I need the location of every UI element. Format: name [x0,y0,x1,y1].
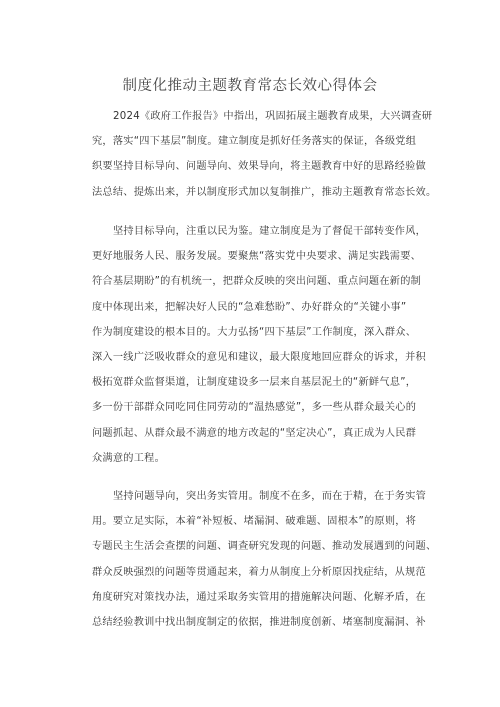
paragraph-line: 角度研究对策找办法，通过采取务实管用的措施解决问题、化解矛盾，在 [92,591,426,603]
paragraph-line: 群众反映强烈的问题等贯通起来，着力从制度上分析原因找症结，从规范 [92,566,426,578]
paragraph-2 [92,219,427,471]
paragraph-line: 符合基层期盼”的有机统一，把群众反映的突出问题、重点问题在新的制 [92,276,422,288]
paragraph-line: 多一份干部群众同吃同住同劳动的“温热感觉”，多一些从群众最关心的 [92,402,417,414]
paragraph-line: 深入一线广泛吸收群众的意见和建议，最大限度地回应群众的诉求，并积 [92,352,426,364]
paragraph-line: 2024《政府工作报告》中指出，巩固拓展主题教育成果，大兴调查研 [113,111,433,122]
paragraph-line: 专题民主生活会查摆的问题、调查研究发现的问题、推动发展遇到的问题、 [92,541,437,553]
paragraph-line: 坚持问题导向，突出务实管用。制度不在多，而在于精，在于务实管 [113,491,427,502]
paragraph-line: 法总结、提炼出来，并以制度形式加以复制推广，推动主题教育常态长效。 [92,186,437,198]
paragraph-line: 坚持目标导向，注重以民为鉴。建立制度是为了督促干部转变作风， [113,226,427,237]
paragraph-line: 极拓宽群众监督渠道，让制度建设多一层来自基层泥土的“新鲜气息”， [92,377,417,389]
paragraph-line: 究，落实“四下基层”制度。建立制度是抓好任务落实的保证，各级党组 [92,136,417,148]
paragraph-line: 作为制度建设的根本目的。大力弘扬“四下基层”工作制度，深入群众、 [92,326,417,338]
paragraph-line: 总结经验教训中找出制度制定的依据，推进制度创新、堵塞制度漏洞、补 [92,617,426,629]
paragraph-line: 更好地服务人民、服务发展。要聚焦“落实党中央要求、满足实践需要、 [92,251,422,263]
paragraph-line: 织要坚持目标导向、问题导向、效果导向，将主题教育中好的思路经验做 [92,161,426,173]
paragraph-line: 用。要立足实际，本着“补短板、堵漏洞、破难题、固根本”的原则，将 [92,516,417,528]
paragraph-line: 度中体现出来，把解决好人民的“急难愁盼”、办好群众的“关键小事” [92,301,407,313]
paragraph-line: 问题抓起、从群众最不满意的地方改起的“坚定决心”，真正成为人民群 [92,427,417,439]
paragraph-3 [92,484,437,635]
paragraph-line: 众满意的工程。 [92,452,166,464]
paragraph-1 [92,104,437,205]
document-title: 制度化推动主题教育常态长效心得体会 [122,78,378,94]
